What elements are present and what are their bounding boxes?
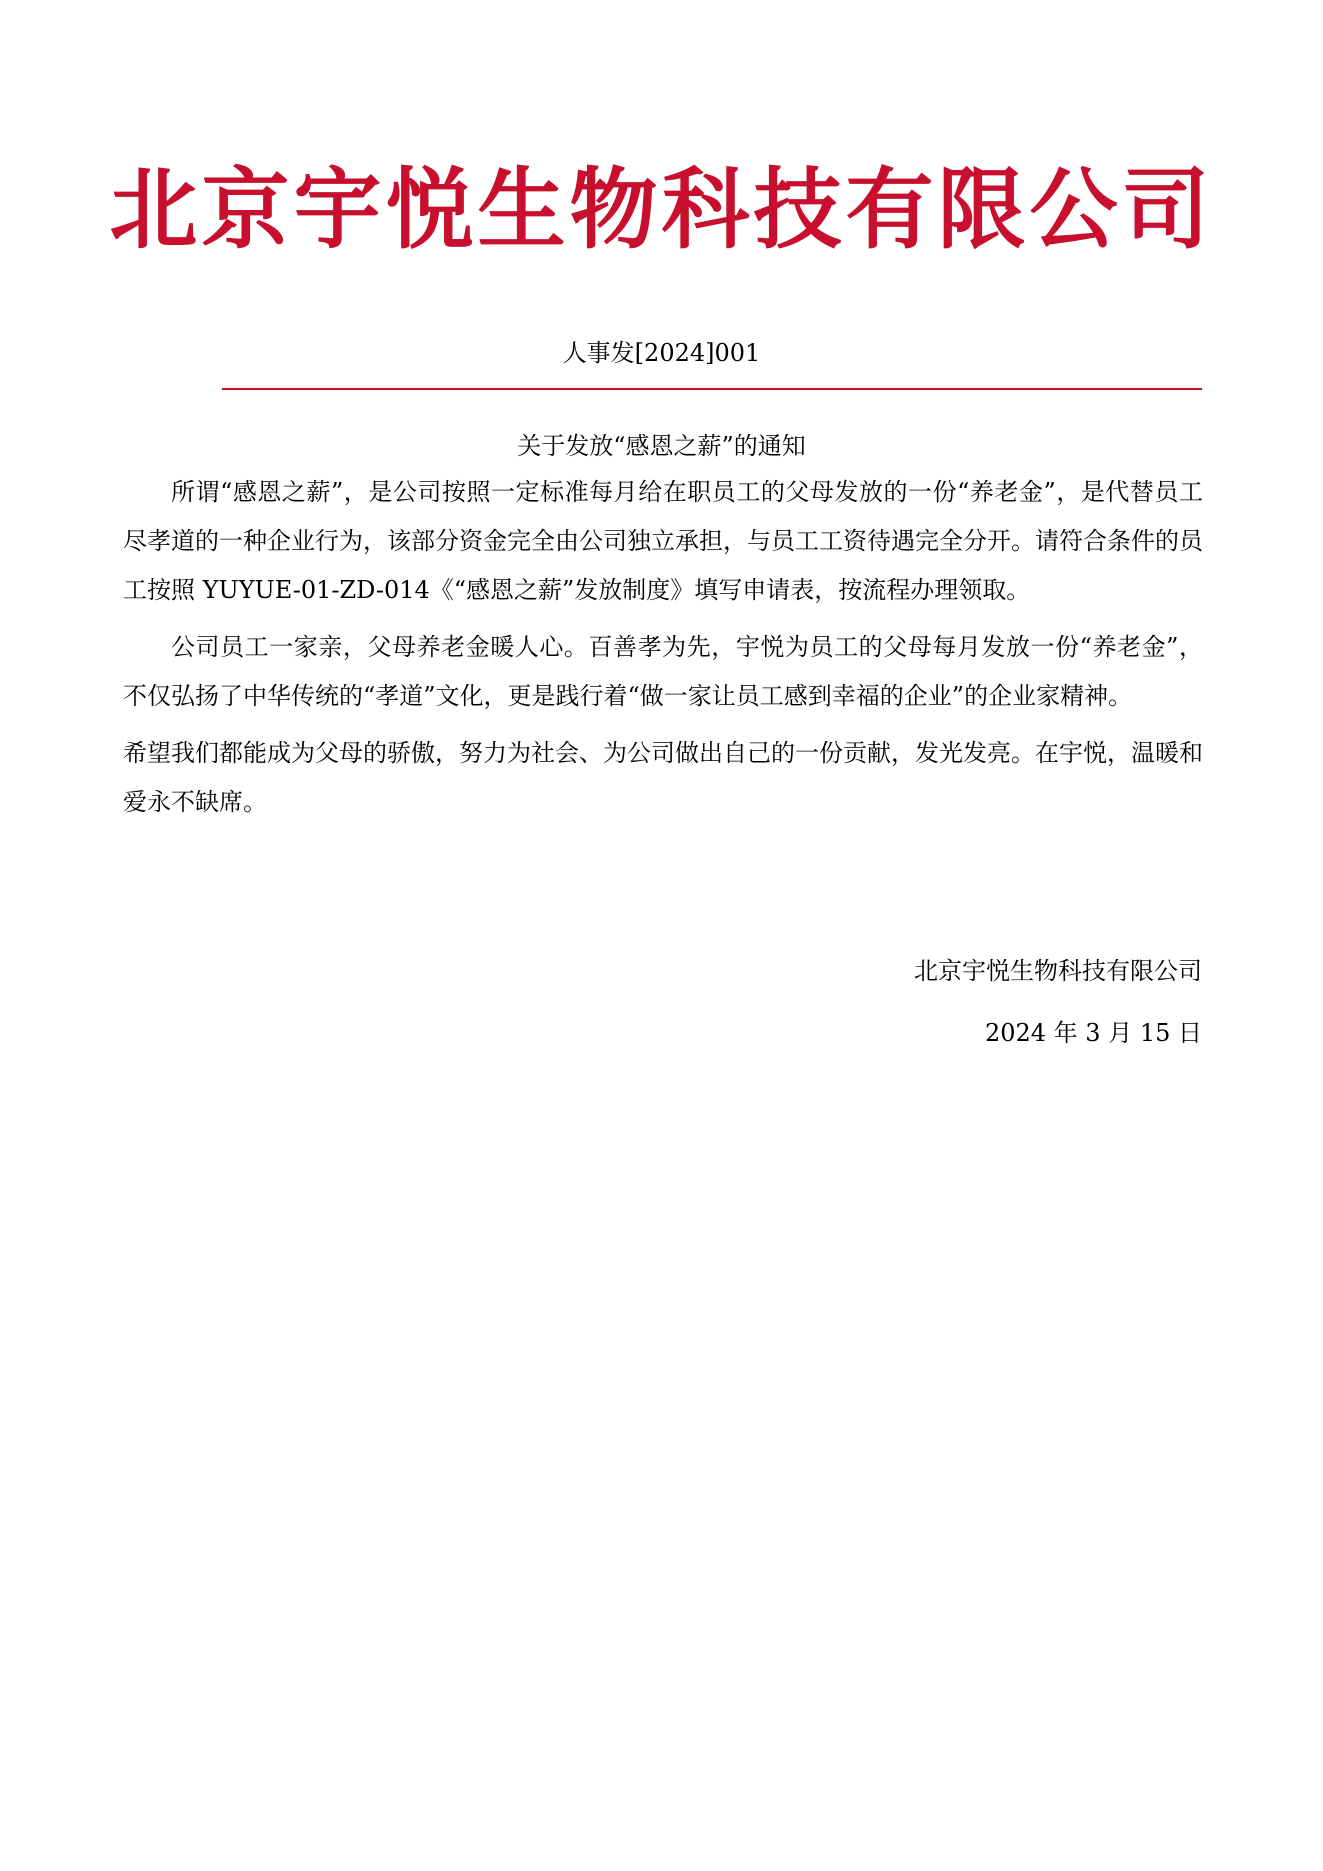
signature-company: 北京宇悦生物科技有限公司 — [914, 957, 1202, 985]
body-paragraph-1: 所谓“感恩之薪”，是公司按照一定标准每月给在职员工的父母发放的一份“养老金”，是代替员工尽孝道的一种企业行为，该部分资金完全由公司独立承担，与员工工资待遇完全分开。请符合条件的员工按照 YUYUE-01-ZD-014《“感恩之薪”发放制度》填写申请表，按流程办理领取。 — [123, 478, 1203, 604]
document-number: 人事发[2024]001 — [562, 339, 761, 367]
letterhead-company-name: 北京宇悦生物科技有限公司 — [109, 158, 1214, 261]
notice-title: 关于发放“感恩之薪”的通知 — [517, 432, 806, 460]
letterhead-divider — [222, 388, 1202, 390]
signature-date: 2024 年 3 月 15 日 — [984, 1019, 1202, 1047]
body-paragraph-2: 公司员工一家亲，父母养老金暖人心。百善孝为先，宇悦为员工的父母每月发放一份“养老金”，不仅弘扬了中华传统的“孝道”文化，更是践行着“做一家让员工感到幸福的企业”的企业家精神。 — [123, 633, 1203, 710]
body-paragraph-3: 希望我们都能成为父母的骄傲，努力为社会、为公司做出自己的一份贡献，发光发亮。在宇悦，温暖和爱永不缺席。 — [123, 739, 1203, 816]
notice-body — [123, 468, 1203, 827]
signature-block — [914, 940, 1202, 1064]
